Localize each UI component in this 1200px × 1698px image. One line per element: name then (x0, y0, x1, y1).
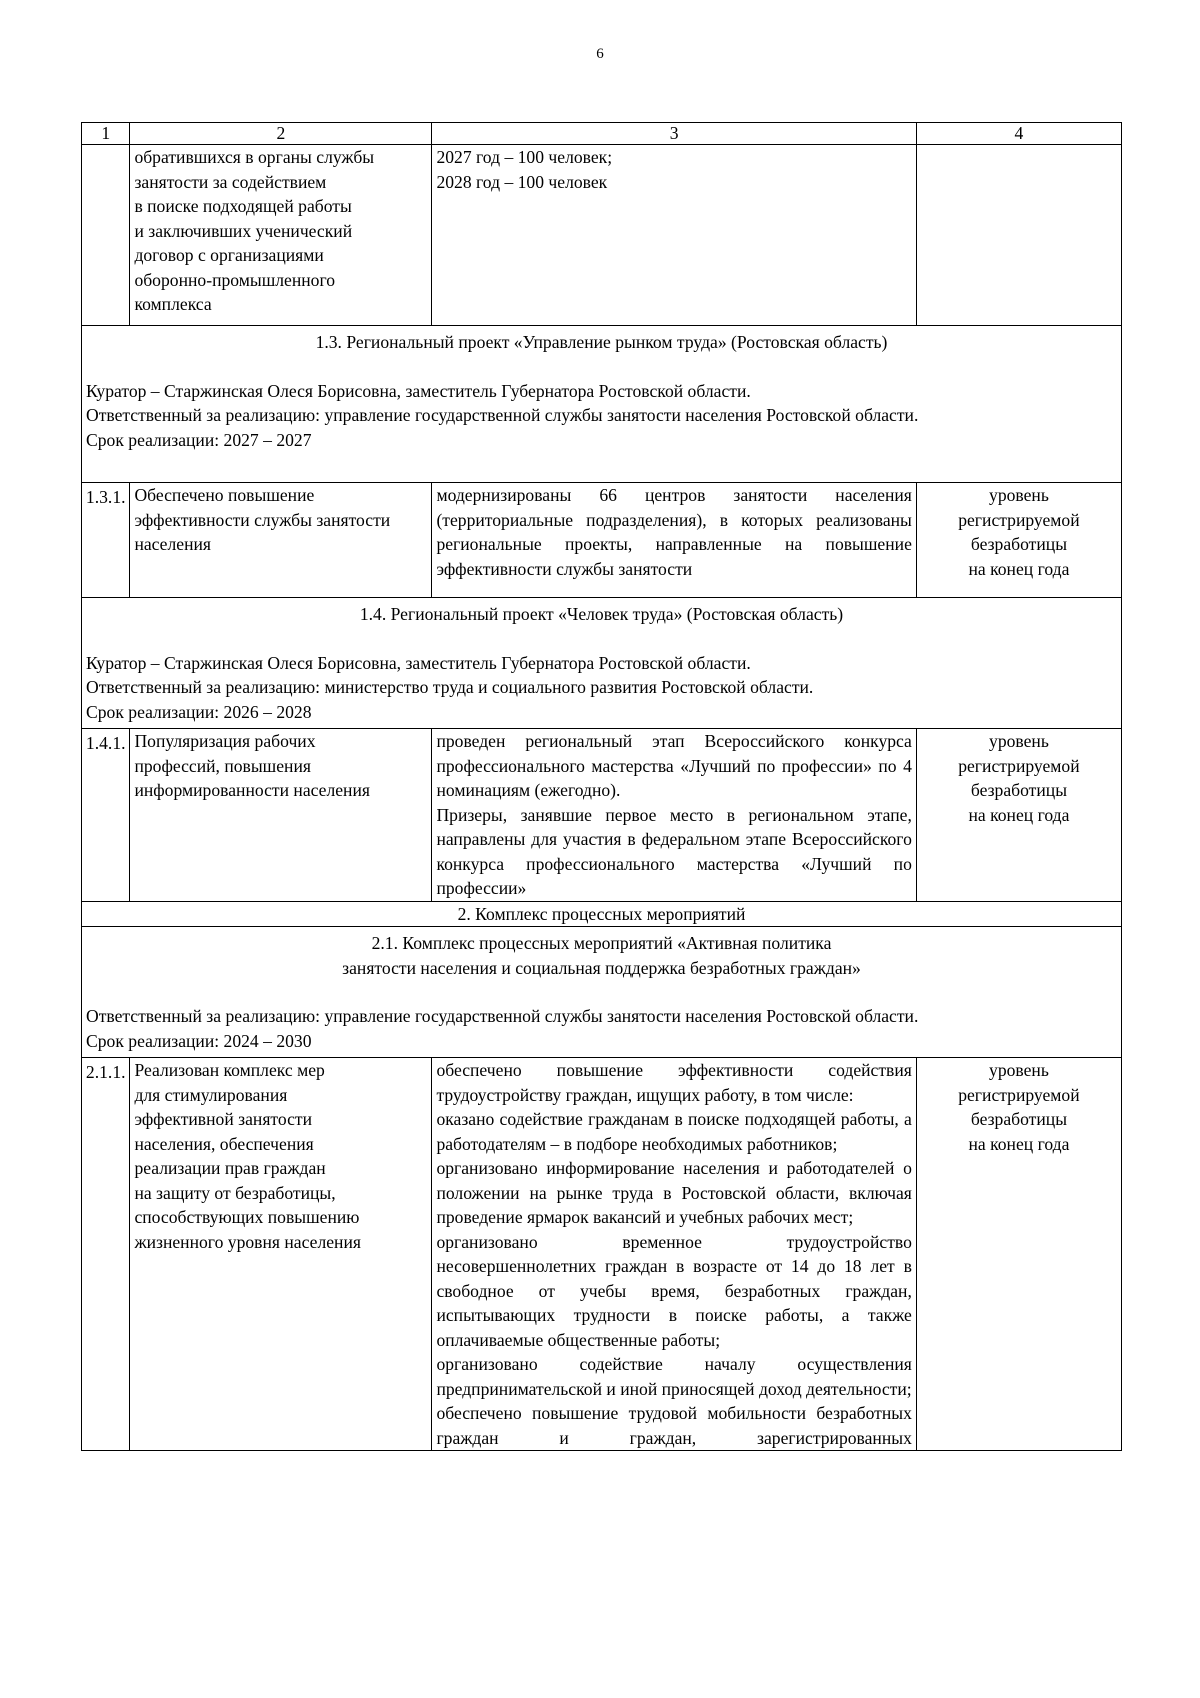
indicator-line: уровень (989, 731, 1049, 751)
task-line: обратившихся в органы службы (134, 147, 375, 167)
indicator-line: уровень (989, 1060, 1049, 1080)
indicator-line: регистрируемой (958, 509, 1080, 530)
section-title-line: 2.1. Комплекс процессных мероприятий «Активная политика (371, 933, 832, 953)
task-line: для стимулирования (134, 1084, 288, 1105)
section-responsible: Ответственный за реализацию: управление государственной службы занятости населения Ростовской области. (86, 1006, 919, 1026)
table-row-1-4-1 (82, 729, 1122, 902)
page-number: 6 (596, 46, 604, 62)
effect-line: 2027 год – 100 человек; (436, 147, 613, 167)
header-cell-2: 2 (130, 123, 432, 145)
section-responsible: Ответственный за реализацию: министерство труда и социального развития Ростовской области. (86, 677, 814, 697)
section-curator: Куратор – Старжинская Олеся Борисовна, заместитель Губернатора Ростовской области. (86, 380, 751, 401)
section-2-1 (82, 927, 1122, 1058)
indicator-cell (916, 729, 1121, 902)
indicator-line: уровень (989, 485, 1049, 505)
task-line: реализации прав граждан (134, 1158, 326, 1178)
effect-paragraph: организовано информирование населения и работодателей о положении на рынке труда в Ростовской области, включая проведение ярмарок вакансий и учебных рабочих мест; (436, 1158, 912, 1227)
section-title: 1.3. Региональный проект «Управление рынком труда» (Ростовская область) (315, 332, 888, 352)
task-line: Обеспечено повышение (134, 485, 315, 505)
effect-cell (432, 729, 916, 902)
task-line: договор с организациями (134, 245, 324, 265)
effect-paragraph: Призеры, занявшие первое место в региональном этапе, направлены для участия в федеральном этапе Всероссийского конкурса профессионального мастерства «Лучший по профессии» (436, 804, 912, 898)
task-line: жизненного уровня населения (134, 1231, 361, 1252)
task-line: населения (134, 534, 212, 554)
section-1-3 (82, 326, 1122, 483)
task-line: населения, обеспечения (134, 1133, 314, 1154)
table-row-2-1-1 (82, 1058, 1122, 1451)
task-cell (130, 483, 432, 598)
table-header-row (82, 123, 1122, 145)
measures-table (81, 122, 1122, 1451)
indicator-line: на конец года (968, 558, 1070, 579)
task-line: информированности населения (134, 780, 370, 800)
indicator-cell (916, 145, 1121, 326)
effect-paragraph: организовано содействие началу осуществления предпринимательской и иной приносящей доход деятельности; (436, 1354, 912, 1399)
effect-cell (432, 145, 916, 326)
task-line: Популяризация рабочих (134, 731, 316, 751)
row-number (82, 145, 130, 326)
section-title-line: занятости населения и социальная поддержка безработных граждан» (342, 957, 861, 978)
indicator-cell (916, 483, 1121, 598)
indicator-line: регистрируемой (958, 755, 1080, 776)
table-row-continued (82, 145, 1122, 326)
section-term: Срок реализации: 2024 – 2030 (86, 1030, 312, 1051)
indicator-line: на конец года (968, 804, 1070, 825)
indicator-line: безработицы (970, 534, 1068, 554)
indicator-line: безработицы (970, 780, 1068, 800)
indicator-line: на конец года (968, 1133, 1070, 1154)
effect-paragraph: проведен региональный этап Всероссийского конкурса профессионального мастерства «Лучший по профессии» по 4 номинациям (ежегодно). (436, 731, 912, 800)
effect-cell (432, 1058, 916, 1451)
task-line: и заключивших ученический (134, 220, 353, 241)
indicator-cell (916, 1058, 1121, 1451)
section-curator: Куратор – Старжинская Олеся Борисовна, заместитель Губернатора Ростовской области. (86, 652, 751, 673)
section-2 (82, 901, 1122, 927)
task-line: способствующих повышению (134, 1207, 360, 1227)
section-term: Срок реализации: 2027 – 2027 (86, 429, 312, 450)
row-number: 2.1.1. (82, 1058, 130, 1451)
effect-paragraph: организовано временное трудоустройство несовершеннолетних граждан в возрасте от 14 до 18 лет в свободное от учебы время, безработных граждан, испытывающих трудности в поиске работы, а также оплачиваемые общественные работы; (436, 1231, 912, 1350)
row-number: 1.4.1. (82, 729, 130, 902)
effect-paragraph: обеспечено повышение трудовой мобильности безработных граждан и граждан, зарегистрированных (436, 1403, 912, 1448)
section-term: Срок реализации: 2026 – 2028 (86, 701, 312, 722)
task-line: в поиске подходящей работы (134, 196, 352, 216)
effect-paragraph: оказано содействие гражданам в поиске подходящей работы, а работодателям – в подборе необходимых работников; (436, 1109, 912, 1154)
section-title: 2. Комплекс процессных мероприятий (82, 901, 1122, 927)
header-cell-3: 3 (432, 123, 916, 145)
table-row-1-3-1 (82, 483, 1122, 598)
indicator-line: безработицы (970, 1109, 1068, 1129)
task-line: комплекса (134, 294, 212, 314)
task-line: Реализован комплекс мер (134, 1060, 325, 1080)
task-line: эффективной занятости (134, 1109, 313, 1129)
task-cell (130, 1058, 432, 1451)
task-line: занятости за содействием (134, 171, 327, 192)
header-cell-4: 4 (916, 123, 1121, 145)
effect-cell: модернизированы 66 центров занятости населения (территориальные подразделения), в которых реализованы региональные проекты, направленные на повышение эффективности службы занятости (432, 483, 916, 598)
task-line: оборонно-промышленного (134, 269, 336, 290)
section-responsible: Ответственный за реализацию: управление государственной службы занятости населения Ростовской области. (86, 405, 919, 425)
row-number: 1.3.1. (82, 483, 130, 598)
effect-line: 2028 год – 100 человек (436, 171, 608, 192)
section-title: 1.4. Региональный проект «Человек труда» (Ростовская область) (359, 604, 844, 624)
task-line: профессий, повышения (134, 755, 311, 776)
effect-paragraph: обеспечено повышение эффективности содействия трудоустройству граждан, ищущих работу, в том числе: (436, 1060, 912, 1105)
task-line: на защиту от безработицы, (134, 1182, 336, 1203)
header-cell-1: 1 (82, 123, 130, 145)
task-cell (130, 145, 432, 326)
task-cell (130, 729, 432, 902)
task-line: эффективности службы занятости (134, 509, 391, 530)
section-1-4 (82, 598, 1122, 729)
indicator-line: регистрируемой (958, 1084, 1080, 1105)
